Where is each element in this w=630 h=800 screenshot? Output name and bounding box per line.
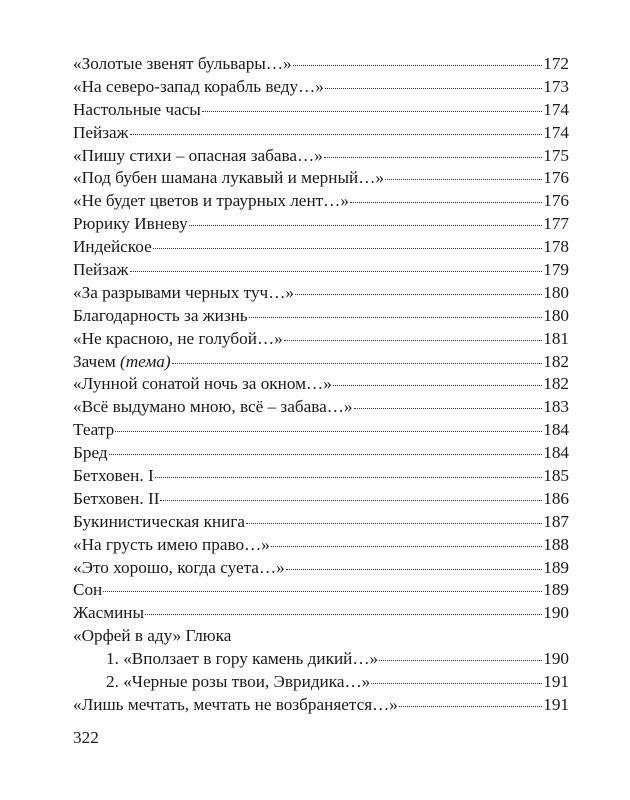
toc-entry: [73, 648, 569, 671]
toc-entry-title: [73, 373, 332, 396]
toc-entry: [73, 602, 569, 625]
toc-entry-page: 183: [543, 397, 569, 417]
toc-entry-title-text: «Не будет цветов и траурных лент…»: [73, 191, 349, 211]
dot-leader: [286, 569, 542, 570]
dot-leader: [172, 363, 543, 364]
toc-entry: [73, 419, 569, 442]
toc-entry-page: 184: [543, 420, 569, 440]
toc-entry-title-text: «Под бубен шамана лукавый и мерный…»: [73, 168, 384, 188]
toc-entry-page: 190: [543, 603, 569, 623]
toc-entry-title-text: 2. «Черные розы твои, Эвридика…»: [106, 672, 371, 692]
dot-leader: [189, 225, 543, 226]
toc-entry: [73, 534, 569, 557]
toc-entry-title: [73, 99, 201, 122]
toc-entry-page: 174: [543, 99, 569, 119]
toc-entry-title-text: 1. «Вползает в гору камень дикий…»: [106, 649, 379, 669]
toc-entry-page: 180: [543, 282, 569, 302]
toc-entry: [73, 213, 569, 236]
toc-entry: [73, 396, 569, 419]
toc-entry-title: [73, 328, 283, 351]
toc-entry-title: [73, 396, 353, 419]
toc-entry-page: 189: [543, 580, 569, 600]
toc-entry-title: [73, 488, 159, 511]
toc-entry-page: 177: [543, 214, 569, 234]
toc-entry-title: [73, 53, 292, 76]
dot-leader: [284, 340, 542, 341]
dot-leader: [325, 88, 542, 89]
toc-entry-title-text: Пейзаж: [73, 122, 129, 142]
toc-entry: [73, 122, 569, 145]
dot-leader: [130, 134, 543, 135]
toc-entry-page: 190: [543, 649, 569, 669]
page-number: 322: [73, 728, 99, 747]
toc-section-heading: [73, 625, 569, 648]
toc-entry-title-text: «Золотые звенят бульвары…»: [73, 54, 292, 73]
toc-entry-title: [73, 625, 231, 648]
toc-entry-title-text: «Не красною, не голубой…»: [73, 328, 283, 348]
toc-entry: [73, 694, 569, 717]
dot-leader: [109, 454, 543, 455]
toc-entry-title-text: Букинистическая книга: [73, 511, 245, 531]
dot-leader: [324, 157, 542, 158]
dot-leader: [155, 477, 543, 478]
toc-entry: [73, 579, 569, 602]
toc-entry: [73, 465, 569, 488]
dot-leader: [350, 202, 542, 203]
toc-entry-page: 189: [543, 557, 569, 577]
toc-entry-title: [73, 190, 349, 213]
toc-entry-title: [73, 122, 129, 145]
toc-entry-note: (тема): [120, 351, 171, 371]
toc-entry-title-text: Театр: [73, 420, 115, 440]
toc-entry-page: 191: [543, 672, 569, 692]
toc-entry-title-text: «Лунной сонатой ночь за окном…»: [73, 374, 332, 394]
dot-leader: [385, 179, 542, 180]
dot-leader: [103, 591, 542, 592]
toc-entry: [73, 305, 569, 328]
toc-entry-title-text: Благодарность за жизнь: [73, 305, 248, 325]
toc-entry-title: [73, 236, 152, 259]
toc-entry-page: 173: [543, 76, 569, 96]
dot-leader: [371, 683, 542, 684]
toc-entry-title-text: Сон: [73, 580, 103, 600]
toc-entry: [73, 53, 569, 76]
toc-entry-title: [106, 671, 370, 694]
toc-entry-title: [73, 534, 270, 557]
toc-entry: [73, 236, 569, 259]
toc-entry-title-text: «Лишь мечтать, мечтать не возбраняется…»: [73, 694, 398, 714]
toc-entry: [73, 328, 569, 351]
toc-entry-page: 176: [543, 191, 569, 211]
toc-entry: [73, 511, 569, 534]
toc-entry-title: [73, 419, 114, 442]
toc-entry: [73, 99, 569, 122]
toc-entry: [73, 373, 569, 396]
toc-entry-title: [73, 465, 154, 488]
dot-leader: [249, 317, 543, 318]
toc-entry-title: [73, 602, 144, 625]
toc-entry: [73, 76, 569, 99]
toc-entry-title-text: Бетховен. I: [73, 466, 154, 486]
toc-entry-title: [73, 442, 108, 465]
dot-leader: [295, 294, 542, 295]
toc-entry-page: 188: [543, 534, 569, 554]
toc-entry: [73, 282, 569, 305]
dot-leader: [202, 111, 542, 112]
toc-entry-title: [73, 557, 285, 580]
toc-entry-title-text: Рюрику Ивневу: [73, 214, 188, 234]
toc-entry: [73, 442, 569, 465]
toc-entry-title-text: Бетховен. II: [73, 488, 160, 508]
toc-entry-page: 172: [543, 54, 569, 73]
toc-entry-title-text: «Пишу стихи – опасная забава…»: [73, 145, 323, 165]
toc-entry-title-text: Жасмины: [73, 603, 145, 623]
toc-entry-title-text: Индейское: [73, 237, 152, 257]
toc-entry-page: 186: [543, 488, 569, 508]
toc-entry-title-text: «Всё выдумано мною, всё – забава…»: [73, 397, 353, 417]
dot-leader: [130, 271, 543, 272]
toc-entry-title: [73, 579, 102, 602]
toc-entry-page: 175: [543, 145, 569, 165]
toc-entry-title: [73, 282, 294, 305]
toc-entry-title: [73, 259, 129, 282]
toc-entry-title-text: Пейзаж: [73, 260, 129, 280]
toc-entry-page: 182: [543, 374, 569, 394]
toc-entry-title-text: Настольные часы: [73, 99, 201, 119]
toc-entry-title: [73, 145, 323, 168]
dot-leader: [333, 385, 542, 386]
toc-entry-title-text: Бред: [73, 443, 108, 463]
toc-entry-title-text: «За разрывами черных туч…»: [73, 282, 294, 302]
toc-entry-page: 180: [543, 305, 569, 325]
dot-leader: [354, 408, 543, 409]
toc-entry: [73, 259, 569, 282]
dot-leader: [145, 614, 542, 615]
dot-leader: [379, 660, 542, 661]
toc-entry-title-text: «Орфей в аду» Глюка: [73, 626, 232, 646]
toc-entry-page: 174: [543, 122, 569, 142]
toc-entry-title: [106, 648, 378, 671]
dot-leader: [271, 546, 542, 547]
toc-entry-page: 182: [543, 351, 569, 371]
dot-leader: [399, 706, 542, 707]
toc-entry-title: [73, 76, 324, 99]
toc-entry-page: 191: [543, 694, 569, 714]
toc-entry: [73, 167, 569, 190]
dot-leader: [153, 248, 542, 249]
toc-entry: [73, 351, 569, 374]
toc-entry-title: [73, 694, 398, 717]
dot-leader: [246, 523, 542, 524]
toc-entry-page: 178: [543, 237, 569, 257]
toc-entry-page: 179: [543, 260, 569, 280]
toc-entry-title: [73, 351, 171, 374]
table-of-contents: [73, 53, 569, 717]
toc-entry-title-text: «На грусть имею право…»: [73, 534, 270, 554]
toc-entry: [73, 671, 569, 694]
toc-entry-title-text: Зачем: [73, 351, 116, 371]
toc-entry: [73, 488, 569, 511]
toc-entry-title: [73, 213, 188, 236]
toc-entry-title: [73, 305, 248, 328]
toc-entry-page: 185: [543, 466, 569, 486]
toc-entry: [73, 190, 569, 213]
toc-entry-title: [73, 511, 245, 534]
toc-entry-page: 176: [543, 168, 569, 188]
toc-entry: [73, 557, 569, 580]
toc-entry-page: 187: [543, 511, 569, 531]
toc-entry-title: [73, 167, 384, 190]
toc-entry: [73, 145, 569, 168]
toc-entry-page: 184: [543, 443, 569, 463]
toc-entry-title-text: «Это хорошо, когда суета…»: [73, 557, 285, 577]
toc-entry-title-text: «На северо-запад корабль веду…»: [73, 76, 324, 96]
toc-entry-page: 181: [543, 328, 569, 348]
dot-leader: [293, 65, 543, 66]
dot-leader: [115, 431, 542, 432]
dot-leader: [160, 500, 542, 501]
